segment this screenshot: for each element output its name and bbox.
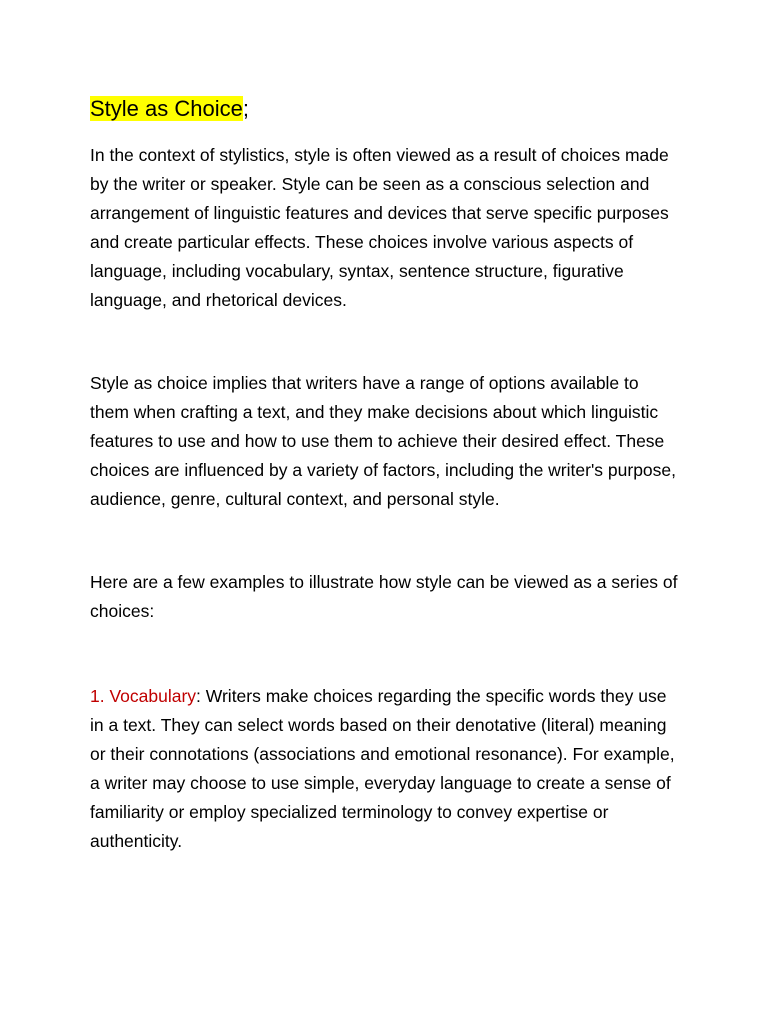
paragraph-spacer xyxy=(90,626,680,682)
paragraph-spacer xyxy=(90,315,680,369)
paragraph-examples-intro: Here are a few examples to illustrate how style can be viewed as a series of choices: xyxy=(90,572,678,621)
paragraph-stylistics-context: In the context of stylistics, style is often viewed as a result of choices made by the writer or speaker. Style can be seen as a conscious selection and arrangement of linguistic features and devices that serve specific purposes and create particular effects. These choices involve various aspects of language, including vocabulary, syntax, sentence structure, figurative language, and rhetorical devices. xyxy=(90,145,669,310)
paragraph-spacer xyxy=(90,514,680,568)
heading-suffix: ; xyxy=(242,96,249,121)
list-item-vocabulary xyxy=(90,682,680,856)
list-item-label: 1. Vocabulary xyxy=(90,686,197,706)
paragraph-style-as-choice: Style as choice implies that writers have a range of options available to them when crafting a text, and they make decisions about which linguistic features to use and how to use them to achieve their desired effect. These choices are influenced by a variety of factors, including the writer's purpose, audience, genre, cultural context, and personal style. xyxy=(90,373,677,509)
document-heading xyxy=(90,94,680,124)
document-content xyxy=(90,94,680,856)
list-item-text: : Writers make choices regarding the specific words they use in a text. They can select words based on their denotative (literal) meaning or their connotations (associations and emotional resonance). For example, a writer may choose to use simple, everyday language to create a sense of familiarity or employ specialized terminology to convey expertise or authenticity. xyxy=(90,686,675,851)
heading-highlighted-text: Style as Choice xyxy=(90,96,243,121)
